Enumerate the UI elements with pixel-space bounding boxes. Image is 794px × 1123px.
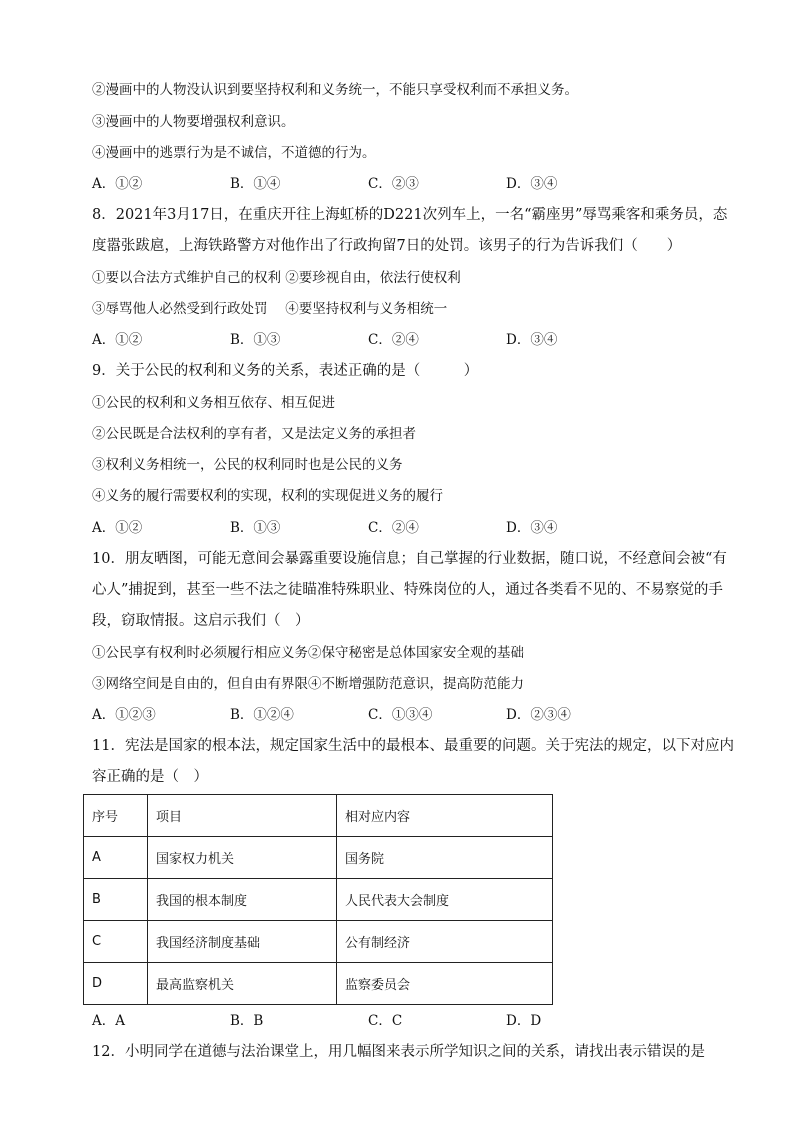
table-cell: 人民代表大会制度 xyxy=(337,879,553,921)
table-header-cell: 相对应内容 xyxy=(337,795,553,837)
q8-option-c: C．②④ xyxy=(368,332,419,348)
q10-stem-line-2: 心人”捕捉到，甚至一些不法之徒瞄准特殊职业、特殊岗位的人，通过各类看不见的、不易察觉的手 xyxy=(92,582,723,598)
q8-stem-line-2: 度嚣张跋扈，上海铁路警方对他作出了行政拘留7日的处罚。该男子的行为告诉我们（ ） xyxy=(92,238,682,254)
q9-item-2: ②公民既是合法权利的享有者，又是法定义务的承担者 xyxy=(92,426,416,442)
q10-option-b: B．①②④ xyxy=(230,707,294,723)
table-cell: A xyxy=(84,837,148,879)
q11-stem-line-1: 11．宪法是国家的根本法，规定国家生活中的最根本、最重要的问题。关于宪法的规定，以下对应内 xyxy=(92,738,734,754)
q9-item-1: ①公民的权利和义务相互依存、相互促进 xyxy=(92,395,335,411)
q9-option-b: B．①③ xyxy=(230,520,281,536)
q8-options xyxy=(92,330,692,350)
table-cell: 国家权力机关 xyxy=(148,837,337,879)
q9-item-3: ③权利义务相统一，公民的权利同时也是公民的义务 xyxy=(92,457,403,473)
q10-option-d: D．②③④ xyxy=(506,707,571,723)
q10-stem-line-3: 段，窃取情报。这启示我们（ ） xyxy=(92,613,310,629)
q7-option-b: B．①④ xyxy=(230,176,281,192)
q11-option-d: D．D xyxy=(506,1013,542,1029)
q9-item-4: ④义务的履行需要权利的实现，权利的实现促进义务的履行 xyxy=(92,488,443,504)
table-header-cell: 序号 xyxy=(84,795,148,837)
table-row xyxy=(84,963,553,1005)
q10-stem-line-1: 10．朋友晒图，可能无意间会暴露重要设施信息；自己掌握的行业数据，随口说，不经意间会被“有 xyxy=(92,551,727,567)
table-row xyxy=(84,879,553,921)
q11-options xyxy=(92,1011,692,1031)
q9-stem: 9．关于公民的权利和义务的关系，表述正确的是（ ） xyxy=(92,363,479,379)
q8-items-line-1: ①要以合法方式维护自己的权利 ②要珍视自由，依法行使权利 xyxy=(92,270,461,286)
q10-items-line-1: ①公民享有权利时必须履行相应义务②保守秘密是总体国家安全观的基础 xyxy=(92,645,524,661)
q9-options xyxy=(92,518,692,538)
table-header-cell: 项目 xyxy=(148,795,337,837)
table-cell: 我国的根本制度 xyxy=(148,879,337,921)
q9-option-d: D．③④ xyxy=(506,520,558,536)
q11-option-b: B．B xyxy=(230,1013,264,1029)
q8-option-a: A．①② xyxy=(92,332,143,348)
q8-items-line-2: ③辱骂他人必然受到行政处罚 ④要坚持权利与义务相统一 xyxy=(92,301,448,317)
table-cell: 我国经济制度基础 xyxy=(148,921,337,963)
q10-options xyxy=(92,705,692,725)
q10-items-line-2: ③网络空间是自由的，但自由有界限④不断增强防范意识，提高防范能力 xyxy=(92,676,524,692)
table-cell: C xyxy=(84,921,148,963)
q7-option-c: C．②③ xyxy=(368,176,419,192)
q11-stem-line-2: 容正确的是（ ） xyxy=(92,769,208,785)
table-cell: 国务院 xyxy=(337,837,553,879)
table-header-row xyxy=(84,795,553,837)
q7-item-4: ④漫画中的逃票行为是不诚信，不道德的行为。 xyxy=(92,145,376,161)
table-cell: B xyxy=(84,879,148,921)
q8-option-b: B．①③ xyxy=(230,332,281,348)
q9-option-c: C．②④ xyxy=(368,520,419,536)
q10-option-c: C．①③④ xyxy=(368,707,433,723)
q8-stem-line-1: 8．2021年3月17日，在重庆开往上海虹桥的D221次列车上，一名“霸座男”辱骂乘客和乘务员，态 xyxy=(92,207,728,223)
table-cell: 最高监察机关 xyxy=(148,963,337,1005)
q9-option-a: A．①② xyxy=(92,520,143,536)
q11-option-a: A．A xyxy=(92,1013,125,1029)
table-cell: 监察委员会 xyxy=(337,963,553,1005)
q7-item-3: ③漫画中的人物要增强权利意识。 xyxy=(92,114,295,130)
q7-options xyxy=(92,174,692,194)
q11-option-c: C．C xyxy=(368,1013,403,1029)
table-cell: D xyxy=(84,963,148,1005)
q11-table xyxy=(83,794,553,1005)
table-row xyxy=(84,837,553,879)
q7-option-d: D．③④ xyxy=(506,176,558,192)
q12-stem-line-1: 12．小明同学在道德与法治课堂上，用几幅图来表示所学知识之间的关系，请找出表示错误的是 xyxy=(92,1044,705,1060)
table-row xyxy=(84,921,553,963)
q8-option-d: D．③④ xyxy=(506,332,558,348)
q7-item-2: ②漫画中的人物没认识到要坚持权利和义务统一，不能只享受权利而不承担义务。 xyxy=(92,82,578,98)
table-cell: 公有制经济 xyxy=(337,921,553,963)
q7-option-a: A．①② xyxy=(92,176,143,192)
q10-option-a: A．①②③ xyxy=(92,707,156,723)
